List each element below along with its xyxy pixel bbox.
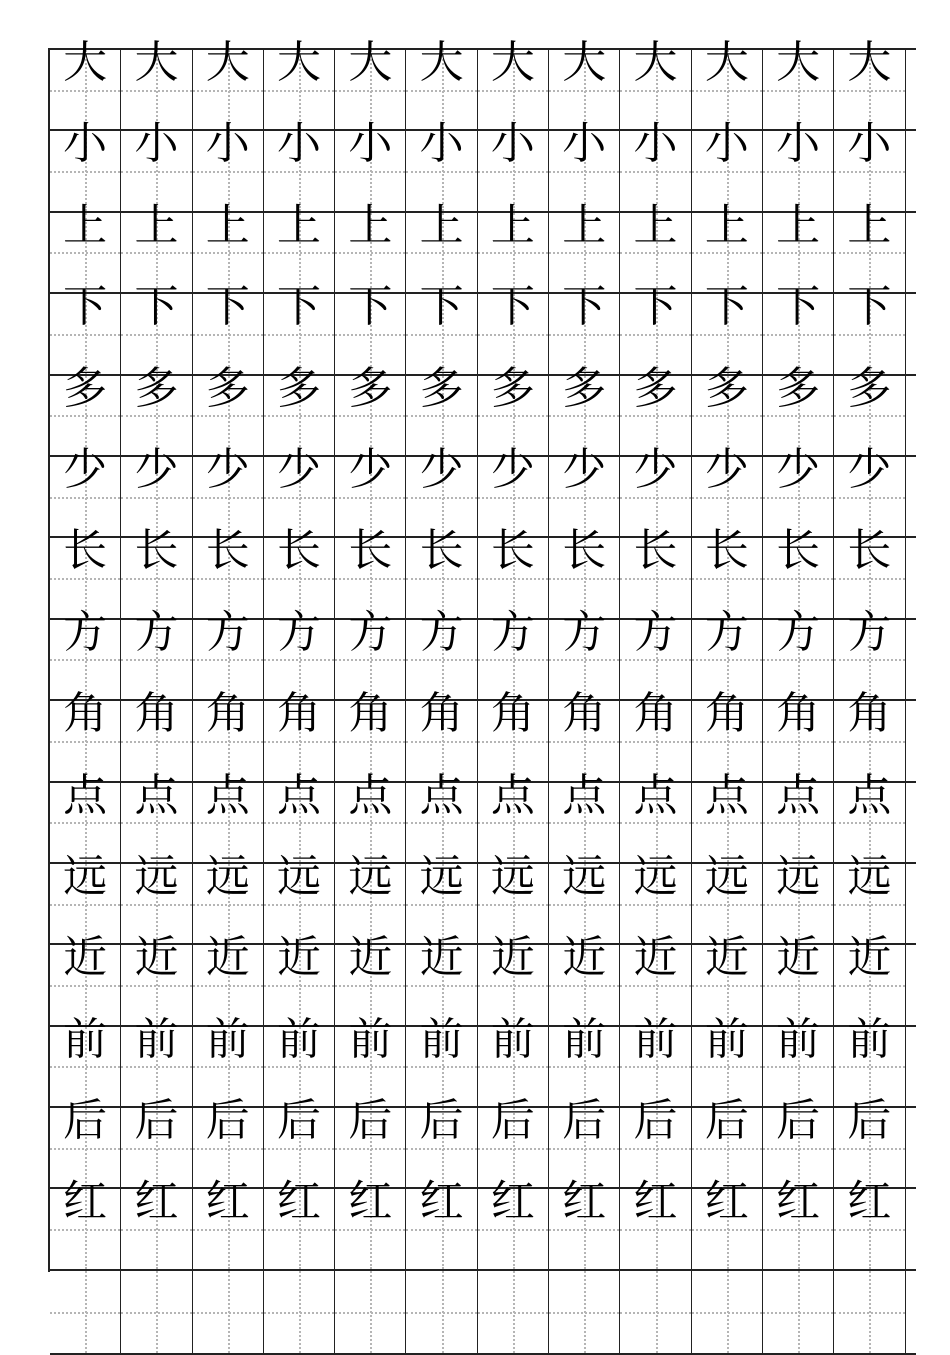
- practice-character: 小: [134, 118, 179, 170]
- practice-character: 方: [847, 606, 892, 658]
- practice-character: 方: [490, 606, 535, 658]
- blank-practice-cell: [406, 1271, 477, 1353]
- practice-character: 近: [348, 932, 393, 984]
- practice-character: 前: [847, 1013, 892, 1065]
- practice-character: 前: [704, 1013, 749, 1065]
- practice-character: 点: [63, 769, 108, 821]
- practice-character: 上: [348, 199, 393, 251]
- practice-character: 点: [134, 769, 179, 821]
- practice-character: 前: [63, 1013, 108, 1065]
- practice-character: 小: [63, 118, 108, 170]
- blank-practice-cell: [193, 1271, 264, 1353]
- practice-character: 方: [562, 606, 607, 658]
- blank-practice-cell: [121, 1271, 192, 1353]
- practice-character: 后: [348, 1095, 393, 1147]
- practice-character: 点: [205, 769, 250, 821]
- practice-character: 大: [63, 37, 108, 88]
- practice-character: 点: [562, 769, 607, 821]
- practice-character: 长: [63, 525, 108, 577]
- practice-character: 上: [776, 199, 821, 251]
- blank-practice-cell: [549, 1271, 620, 1353]
- practice-character: 长: [490, 525, 535, 577]
- practice-character: 小: [633, 118, 678, 170]
- practice-character: 前: [348, 1013, 393, 1065]
- practice-character: 角: [348, 688, 393, 740]
- practice-character: 大: [490, 37, 535, 88]
- practice-character: 远: [134, 850, 179, 902]
- practice-character: 长: [704, 525, 749, 577]
- practice-character: 近: [490, 932, 535, 984]
- practice-character: 小: [847, 118, 892, 170]
- practice-character: 远: [419, 850, 464, 902]
- blank-practice-cell: [50, 1271, 121, 1353]
- practice-character: 上: [277, 199, 322, 251]
- practice-character: 上: [205, 199, 250, 251]
- practice-character: 上: [490, 199, 535, 251]
- practice-cell: [692, 1176, 763, 1268]
- practice-character: 少: [63, 443, 108, 495]
- practice-character: 下: [419, 281, 464, 333]
- practice-character: 多: [134, 362, 179, 414]
- practice-character: 方: [205, 606, 250, 658]
- practice-character: 大: [562, 37, 607, 88]
- practice-character: 少: [704, 443, 749, 495]
- practice-character: 大: [776, 37, 821, 88]
- practice-cell: [406, 1176, 477, 1268]
- practice-character: 点: [776, 769, 821, 821]
- practice-grid: [48, 37, 916, 1272]
- practice-character: 点: [633, 769, 678, 821]
- practice-character: 方: [419, 606, 464, 658]
- practice-character: 后: [205, 1095, 250, 1147]
- practice-character: 上: [134, 199, 179, 251]
- practice-character: 方: [633, 606, 678, 658]
- practice-character: 多: [633, 362, 678, 414]
- practice-character: 少: [490, 443, 535, 495]
- practice-character: 远: [277, 850, 322, 902]
- practice-character: 下: [704, 281, 749, 333]
- practice-character: 下: [562, 281, 607, 333]
- practice-character: 长: [348, 525, 393, 577]
- practice-character: 红: [704, 1176, 749, 1228]
- practice-character: 少: [419, 443, 464, 495]
- practice-character: 角: [134, 688, 179, 740]
- practice-character: 多: [847, 362, 892, 414]
- practice-character: 远: [776, 850, 821, 902]
- practice-cell: [50, 1176, 121, 1268]
- practice-character: 角: [562, 688, 607, 740]
- practice-character: 红: [776, 1176, 821, 1228]
- practice-character: 下: [776, 281, 821, 333]
- practice-character: 近: [847, 932, 892, 984]
- practice-character: 远: [63, 850, 108, 902]
- practice-character: 小: [348, 118, 393, 170]
- practice-character: 少: [847, 443, 892, 495]
- practice-character: 方: [134, 606, 179, 658]
- practice-character: 红: [847, 1176, 892, 1228]
- practice-cell: [121, 1176, 192, 1268]
- practice-character: 下: [134, 281, 179, 333]
- blank-practice-cell: [692, 1271, 763, 1353]
- practice-character: 大: [847, 37, 892, 88]
- practice-character: 前: [490, 1013, 535, 1065]
- practice-character: 长: [419, 525, 464, 577]
- practice-character: 大: [704, 37, 749, 88]
- practice-character: 红: [348, 1176, 393, 1228]
- practice-character: 大: [419, 37, 464, 88]
- practice-character: 长: [847, 525, 892, 577]
- practice-character: 少: [776, 443, 821, 495]
- practice-character: 少: [633, 443, 678, 495]
- practice-character: 少: [205, 443, 250, 495]
- practice-character: 上: [847, 199, 892, 251]
- practice-character: 长: [562, 525, 607, 577]
- practice-character: 近: [633, 932, 678, 984]
- practice-cell: [335, 1176, 406, 1268]
- practice-character: 近: [63, 932, 108, 984]
- practice-character: 小: [419, 118, 464, 170]
- practice-character: 红: [63, 1176, 108, 1228]
- practice-character: 远: [205, 850, 250, 902]
- practice-character: 长: [205, 525, 250, 577]
- practice-character: 小: [562, 118, 607, 170]
- practice-character: 角: [63, 688, 108, 740]
- practice-cell: [620, 1176, 691, 1268]
- practice-character: 角: [704, 688, 749, 740]
- practice-character: 少: [348, 443, 393, 495]
- practice-character: 前: [633, 1013, 678, 1065]
- practice-character: 角: [847, 688, 892, 740]
- practice-character: 长: [776, 525, 821, 577]
- practice-character: 少: [562, 443, 607, 495]
- practice-character: 近: [419, 932, 464, 984]
- practice-character: 近: [277, 932, 322, 984]
- practice-character: 小: [205, 118, 250, 170]
- practice-character: 下: [63, 281, 108, 333]
- practice-character: 上: [419, 199, 464, 251]
- practice-character: 上: [704, 199, 749, 251]
- practice-character: 近: [134, 932, 179, 984]
- practice-character: 方: [348, 606, 393, 658]
- practice-character: 方: [776, 606, 821, 658]
- practice-character: 远: [704, 850, 749, 902]
- practice-cell: [763, 1176, 834, 1268]
- practice-character: 多: [490, 362, 535, 414]
- practice-character: 后: [63, 1095, 108, 1147]
- practice-character: 少: [134, 443, 179, 495]
- practice-character: 后: [134, 1095, 179, 1147]
- practice-character: 下: [490, 281, 535, 333]
- practice-cell: [264, 1176, 335, 1268]
- blank-practice-cell: [834, 1271, 905, 1353]
- practice-character: 前: [134, 1013, 179, 1065]
- practice-character: 下: [633, 281, 678, 333]
- practice-character: 近: [704, 932, 749, 984]
- practice-character: 前: [776, 1013, 821, 1065]
- practice-character: 远: [562, 850, 607, 902]
- practice-character: 前: [562, 1013, 607, 1065]
- practice-character: 后: [847, 1095, 892, 1147]
- practice-cell: [834, 1176, 905, 1268]
- practice-character: 长: [633, 525, 678, 577]
- blank-practice-cell: [763, 1271, 834, 1353]
- practice-character: 近: [776, 932, 821, 984]
- practice-character: 角: [633, 688, 678, 740]
- practice-character: 少: [277, 443, 322, 495]
- practice-character: 长: [277, 525, 322, 577]
- practice-character: 多: [205, 362, 250, 414]
- practice-cell: [478, 1176, 549, 1268]
- practice-character: 近: [205, 932, 250, 984]
- practice-character: 小: [776, 118, 821, 170]
- practice-character: 大: [277, 37, 322, 88]
- practice-character: 多: [277, 362, 322, 414]
- practice-character: 点: [847, 769, 892, 821]
- practice-character: 多: [562, 362, 607, 414]
- practice-character: 多: [348, 362, 393, 414]
- practice-character: 红: [134, 1176, 179, 1228]
- practice-character: 角: [277, 688, 322, 740]
- blank-practice-cell: [478, 1271, 549, 1353]
- practice-character: 远: [847, 850, 892, 902]
- practice-character: 近: [562, 932, 607, 984]
- practice-character: 方: [277, 606, 322, 658]
- practice-character: 下: [847, 281, 892, 333]
- practice-character: 红: [277, 1176, 322, 1228]
- practice-character: 下: [205, 281, 250, 333]
- practice-character: 角: [205, 688, 250, 740]
- practice-cell: [549, 1176, 620, 1268]
- practice-character: 后: [490, 1095, 535, 1147]
- practice-character: 上: [562, 199, 607, 251]
- practice-character: 方: [704, 606, 749, 658]
- practice-character: 点: [419, 769, 464, 821]
- practice-character: 下: [277, 281, 322, 333]
- practice-character: 角: [490, 688, 535, 740]
- practice-character: 大: [348, 37, 393, 88]
- practice-character: 小: [490, 118, 535, 170]
- practice-character: 多: [704, 362, 749, 414]
- blank-practice-cell: [264, 1271, 335, 1353]
- practice-character: 大: [633, 37, 678, 88]
- practice-cell: [193, 1176, 264, 1268]
- blank-practice-cell: [620, 1271, 691, 1353]
- practice-character: 远: [490, 850, 535, 902]
- blank-practice-cell: [335, 1271, 406, 1353]
- practice-character: 多: [63, 362, 108, 414]
- practice-character: 角: [776, 688, 821, 740]
- practice-character: 多: [419, 362, 464, 414]
- practice-character: 远: [348, 850, 393, 902]
- practice-character: 后: [776, 1095, 821, 1147]
- practice-character: 小: [704, 118, 749, 170]
- practice-character: 多: [776, 362, 821, 414]
- blank-practice-row: [50, 1271, 916, 1355]
- practice-character: 远: [633, 850, 678, 902]
- practice-character: 小: [277, 118, 322, 170]
- practice-character: 点: [348, 769, 393, 821]
- practice-character: 上: [63, 199, 108, 251]
- practice-character: 红: [205, 1176, 250, 1228]
- practice-character: 后: [419, 1095, 464, 1147]
- practice-character: 方: [63, 606, 108, 658]
- practice-row: [50, 1176, 916, 1270]
- practice-character: 后: [704, 1095, 749, 1147]
- practice-character: 后: [633, 1095, 678, 1147]
- practice-character: 红: [562, 1176, 607, 1228]
- practice-character: 大: [134, 37, 179, 88]
- practice-character: 点: [704, 769, 749, 821]
- practice-character: 大: [205, 37, 250, 88]
- practice-character: 下: [348, 281, 393, 333]
- practice-character: 前: [205, 1013, 250, 1065]
- practice-character: 红: [633, 1176, 678, 1228]
- practice-character: 红: [490, 1176, 535, 1228]
- practice-character: 前: [277, 1013, 322, 1065]
- practice-character: 长: [134, 525, 179, 577]
- practice-character: 角: [419, 688, 464, 740]
- practice-character: 前: [419, 1013, 464, 1065]
- practice-character: 点: [277, 769, 322, 821]
- practice-character: 红: [419, 1176, 464, 1228]
- practice-character: 上: [633, 199, 678, 251]
- practice-character: 点: [490, 769, 535, 821]
- practice-character: 后: [277, 1095, 322, 1147]
- practice-character: 后: [562, 1095, 607, 1147]
